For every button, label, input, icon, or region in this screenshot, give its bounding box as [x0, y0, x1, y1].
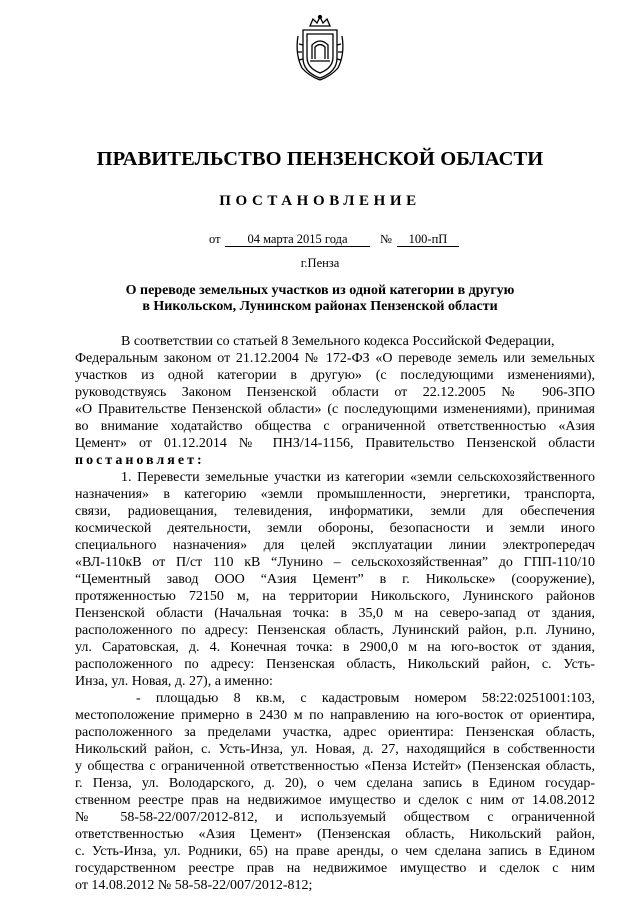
- body-line: назначения» в категорию «земли промышленности, энергетики, транспорта,: [75, 487, 595, 502]
- body-line: Пензенской области (Начальная точка: в 35,0 м на северо-запад от здания,: [75, 606, 595, 621]
- document-subject: [100, 283, 540, 315]
- subject-line: в Никольском, Лунинском районах Пензенской области: [142, 299, 498, 314]
- body-line: ул. Саратовская, д. 4. Конечная точка: в 2900,0 м на юго-восток от здания,: [75, 640, 595, 655]
- document-date: 04 марта 2015 года: [225, 232, 370, 247]
- body-line: В соответствии со статьей 8 Земельного кодекса Российской Федерации,: [121, 334, 555, 349]
- document-type: ПОСТАНОВЛЕНИЕ: [219, 193, 421, 209]
- body-line-resolves: постановляет:: [75, 453, 205, 468]
- body-line: ответственностью «Азия Цемент» (Пензенская область, Никольский район,: [75, 827, 595, 842]
- body-line: руководствуясь Законом Пензенской области от 22.12.2005 № 906-ЗПО: [75, 385, 595, 400]
- body-line: специального назначения» для целей эксплуатации линии электропередач: [75, 538, 595, 553]
- number-prefix: №: [380, 232, 392, 246]
- government-title: ПРАВИТЕЛЬСТВО ПЕНЗЕНСКОЙ ОБЛАСТИ: [96, 148, 544, 170]
- body-line: «О Правительстве Пензенской области» (с последующими изменениями), принимая: [75, 402, 595, 417]
- body-line: «ВЛ-110кВ от П/ст 110 кВ “Лунино – сельскохозяйственная” до ГПП-110/10: [75, 555, 595, 570]
- body-line: участков из одной категории в другую» (с последующими изменениями),: [75, 368, 595, 383]
- body-line: расположенного по адресу: Пензенская область, Никольский район, с. Усть-: [75, 657, 595, 672]
- date-prefix: от: [209, 232, 221, 246]
- body-line: у общества с ограниченной ответственностью «Пенза Истейт» (Пензенская область,: [75, 759, 595, 774]
- document-number: 100-пП: [397, 232, 459, 247]
- body-line: Федеральным законом от 21.12.2004 № 172-ФЗ «О переводе земель или земельных: [75, 351, 595, 366]
- body-line: с. Усть-Инза, ул. Родники, 65) на праве аренды, о чем сделана запись в Едином: [75, 844, 595, 859]
- body-line: расположенного по адресу: Пензенская область, Лунинский район, р.п. Лунино,: [75, 623, 595, 638]
- body-line: во внимание ходатайство общества с ограниченной ответственностью «Азия: [75, 419, 595, 434]
- city: г.Пенза: [300, 256, 340, 270]
- subject-line: О переводе земельных участков из одной категории в другую: [125, 283, 515, 298]
- body-line: связи, радиовещания, телевидения, информатики, земли для обеспечения: [75, 504, 595, 519]
- body-line: космической деятельности, земли обороны, безопасности и земли иного: [75, 521, 595, 536]
- body-line: “Цементный завод ООО “Азия Цемент” в г. Никольске» (сооружение),: [75, 572, 595, 587]
- body-line: местоположение примерно в 2430 м по направлению на юго-восток от ориентира,: [75, 708, 595, 723]
- coat-of-arms-emblem: [293, 14, 347, 82]
- document-body: [75, 333, 595, 894]
- body-line: Цемент» от 01.12.2014 № ПНЗ/14-1156, Правительство Пензенской области: [75, 436, 595, 451]
- body-line: № 58-58-22/007/2012-812, и используемый обществом с ограниченной: [75, 810, 595, 825]
- body-line: расположенного за пределами участка, адрес ориентира: Пензенская область,: [75, 725, 595, 740]
- body-line: государственном реестре прав на недвижимое имущество и сделок с ним: [75, 861, 595, 876]
- body-line: Никольский район, с. Усть-Инза, ул. Новая, д. 27, находящийся в собственности: [75, 742, 595, 757]
- body-line: ственном реестре прав на недвижимое имущество и сделок с ним от 14.08.2012: [75, 793, 595, 808]
- body-line: - площадью 8 кв.м, с кадастровым номером 58:22:0251001:103,: [136, 691, 595, 706]
- body-line: Инза, ул. Новая, д. 27), а именно:: [75, 674, 273, 689]
- body-line: от 14.08.2012 № 58-58-22/007/2012-812;: [75, 878, 313, 893]
- body-line: 1. Перевести земельные участки из категории «земли сельскохозяйственного: [121, 470, 595, 485]
- body-line: г. Пенза, ул. Володарского, д. 20), о чем сделана запись в Едином государ-: [75, 776, 595, 791]
- body-line: протяженностью 72150 м, на территории Никольского, Лунинского районов: [75, 589, 595, 604]
